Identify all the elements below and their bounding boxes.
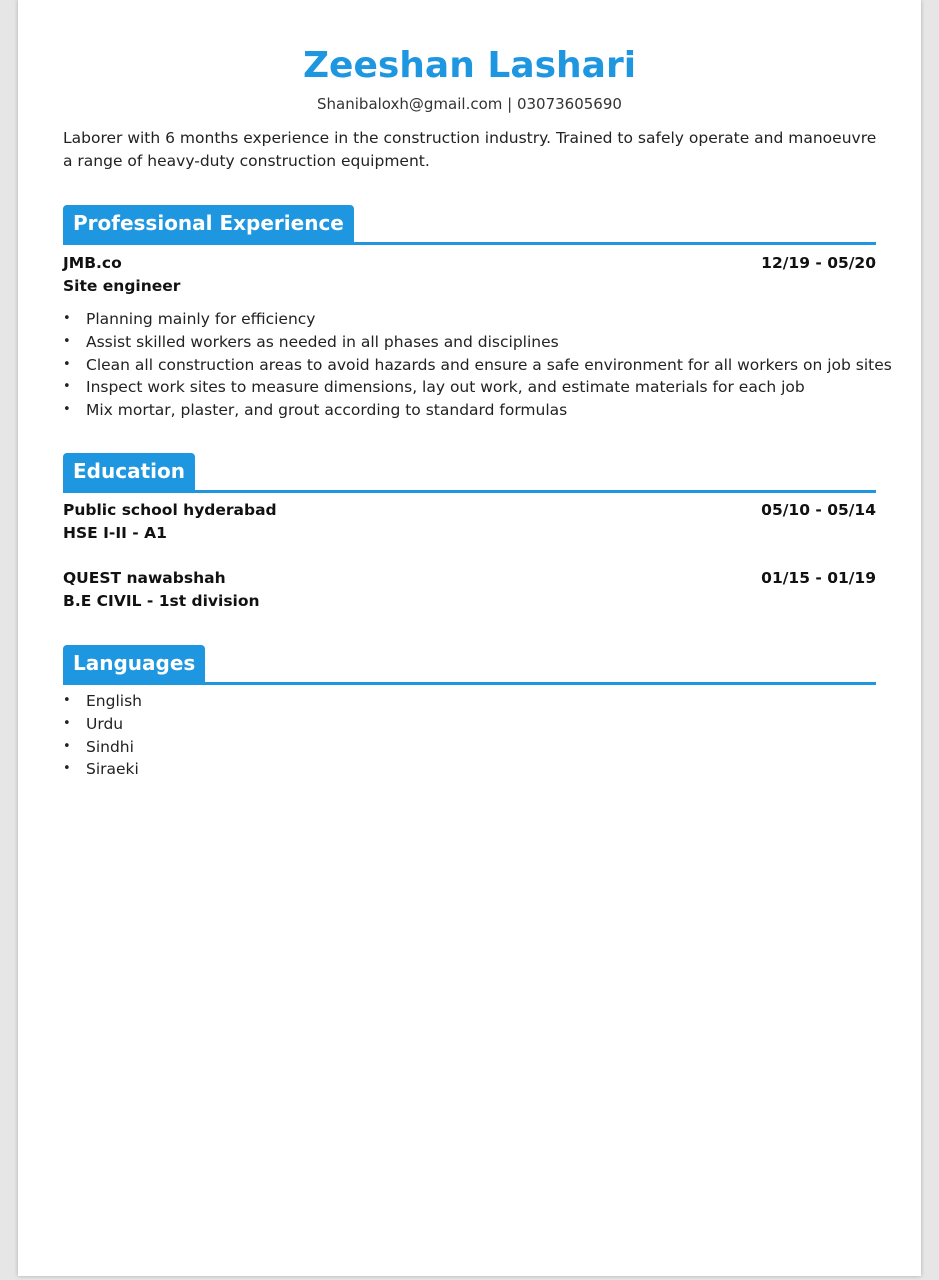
languages-section-header	[63, 642, 876, 685]
contact-line: Shanibaloxh@gmail.com | 03073605690	[317, 95, 622, 113]
education-degree: HSE I-II - A1	[63, 524, 167, 542]
list-item: • Urdu	[63, 713, 893, 736]
resume-page	[18, 0, 921, 1276]
education-heading: Education	[63, 453, 195, 490]
list-item: • Mix mortar, plaster, and grout according to standard formulas	[63, 399, 893, 422]
job-bullet-list	[63, 308, 893, 422]
education-dates: 05/10 - 05/14	[761, 501, 876, 519]
list-item: • Planning mainly for efficiency	[63, 308, 893, 331]
job-company: JMB.co	[63, 254, 122, 272]
education-degree: B.E CIVIL - 1st division	[63, 592, 260, 610]
resume-name: Zeeshan Lashari	[302, 45, 637, 86]
languages-list	[63, 690, 893, 781]
education-dates: 01/15 - 01/19	[761, 569, 876, 587]
languages-heading: Languages	[63, 645, 205, 682]
education-section-header	[63, 450, 876, 493]
education-entry	[63, 499, 876, 545]
list-item: • Assist skilled workers as needed in all phases and disciplines	[63, 331, 893, 354]
list-item: • Clean all construction areas to avoid hazards and ensure a safe environment for all workers on job sites	[63, 354, 893, 377]
list-item: • Sindhi	[63, 736, 893, 759]
experience-section-header	[63, 202, 876, 245]
job-entry	[63, 252, 876, 298]
education-school: Public school hyderabad	[63, 501, 277, 519]
job-role: Site engineer	[63, 277, 181, 295]
summary-paragraph: Laborer with 6 months experience in the construction industry. Trained to safely operate and manoeuvre a range of heavy-duty construction equipment.	[63, 129, 877, 170]
list-item: • Inspect work sites to measure dimensions, lay out work, and estimate materials for each job	[63, 376, 893, 399]
experience-heading: Professional Experience	[63, 205, 354, 242]
list-item: • English	[63, 690, 893, 713]
education-entry	[63, 567, 876, 613]
job-dates: 12/19 - 05/20	[761, 254, 876, 272]
education-school: QUEST nawabshah	[63, 569, 226, 587]
list-item: • Siraeki	[63, 758, 893, 781]
